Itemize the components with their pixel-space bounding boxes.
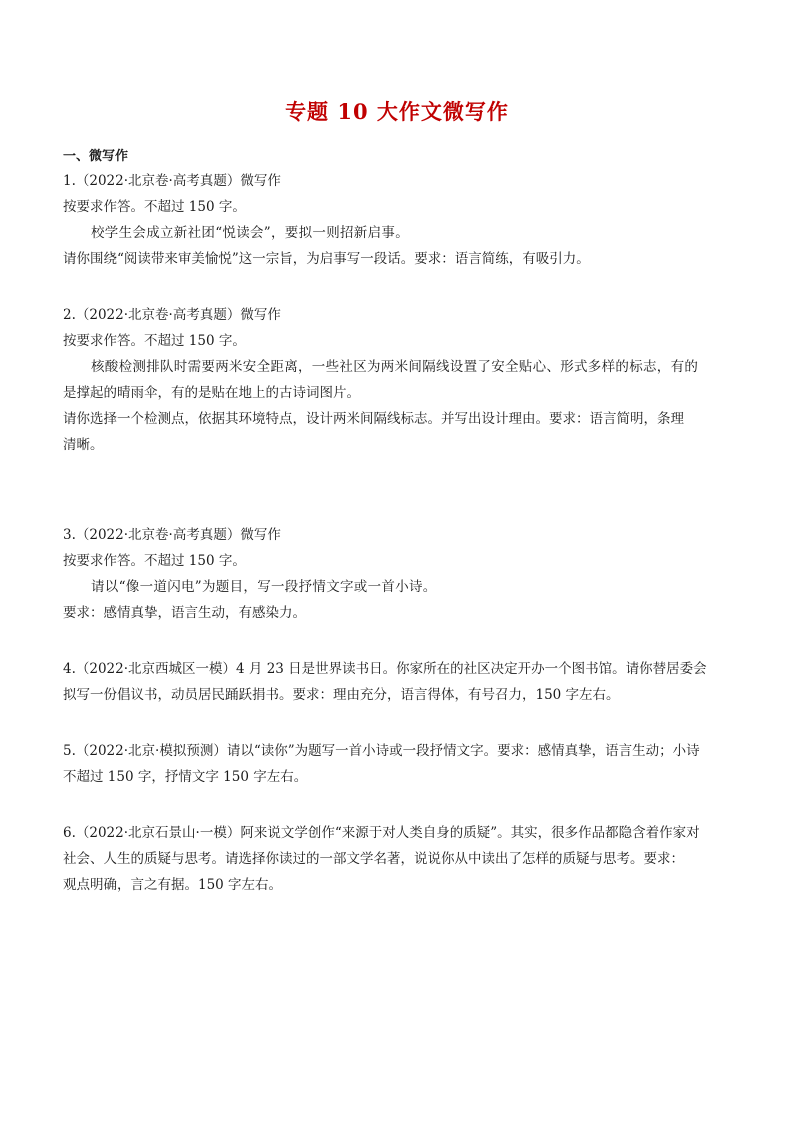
question-task: 清晰。 — [63, 437, 104, 453]
question-source: 2.（2022·北京卷·高考真题）微写作 — [63, 307, 281, 323]
question-text: 4.（2022·北京西城区一模）4 月 23 日是世界读书日。你家所在的社区决定开办一个图书馆。请你替居委会 — [63, 661, 707, 677]
question-task: 请你选择一个检测点，依据其环境特点，设计两米间隔线标志。并写出设计理由。要求：语言简明，条理 — [63, 411, 684, 427]
question-material: 请以“像一道闪电”为题目，写一段抒情文字或一首小诗。 — [91, 579, 437, 595]
section-heading: 一、微写作 — [63, 149, 129, 164]
question-source: 1.（2022·北京卷·高考真题）微写作 — [63, 173, 281, 189]
question-requirement: 按要求作答。不超过 150 字。 — [63, 199, 246, 215]
question-text: 拟写一份倡议书，动员居民踊跃捐书。要求：理由充分，语言得体，有号召力，150 字左右。 — [63, 687, 620, 703]
question-text: 不超过 150 字，抒情文字 150 字左右。 — [63, 769, 308, 785]
question-6 — [63, 820, 743, 898]
question-task: 请你围绕“阅读带来审美愉悦”这一宗旨，为启事写一段话。要求：语言简练，有吸引力。 — [63, 251, 590, 267]
question-text: 观点明确，言之有据。150 字左右。 — [63, 877, 283, 893]
question-material: 核酸检测排队时需要两米安全距离，一些社区为两米间隔线设置了安全贴心、形式多样的标志，有的 — [91, 359, 699, 375]
document-content — [63, 144, 743, 898]
question-3 — [63, 522, 743, 626]
question-text: 社会、人生的质疑与思考。请选择你读过的一部文学名著，说说你从中读出了怎样的质疑与思考。要求： — [63, 851, 684, 867]
question-text: 6.（2022·北京石景山·一模）阿来说文学创作“来源于对人类自身的质疑”。其实，很多作品都隐含着作家对 — [63, 825, 700, 841]
question-source: 3.（2022·北京卷·高考真题）微写作 — [63, 527, 281, 543]
question-2 — [63, 302, 743, 458]
question-material: 是撑起的晴雨伞，有的是贴在地上的古诗词图片。 — [63, 385, 360, 401]
question-requirement: 按要求作答。不超过 150 字。 — [63, 553, 246, 569]
question-5 — [63, 738, 743, 790]
question-material: 校学生会成立新社团“悦读会”，要拟一则招新启事。 — [91, 225, 410, 241]
question-text: 5.（2022·北京·模拟预测）请以“读你”为题写一首小诗或一段抒情文字。要求：感情真挚，语言生动；小诗 — [63, 743, 700, 759]
question-1 — [63, 168, 743, 272]
question-requirement: 按要求作答。不超过 150 字。 — [63, 333, 246, 349]
question-task: 要求：感情真挚，语言生动，有感染力。 — [63, 605, 306, 621]
page-title: 专题 10 大作文微写作 — [285, 99, 509, 124]
question-4 — [63, 656, 743, 708]
